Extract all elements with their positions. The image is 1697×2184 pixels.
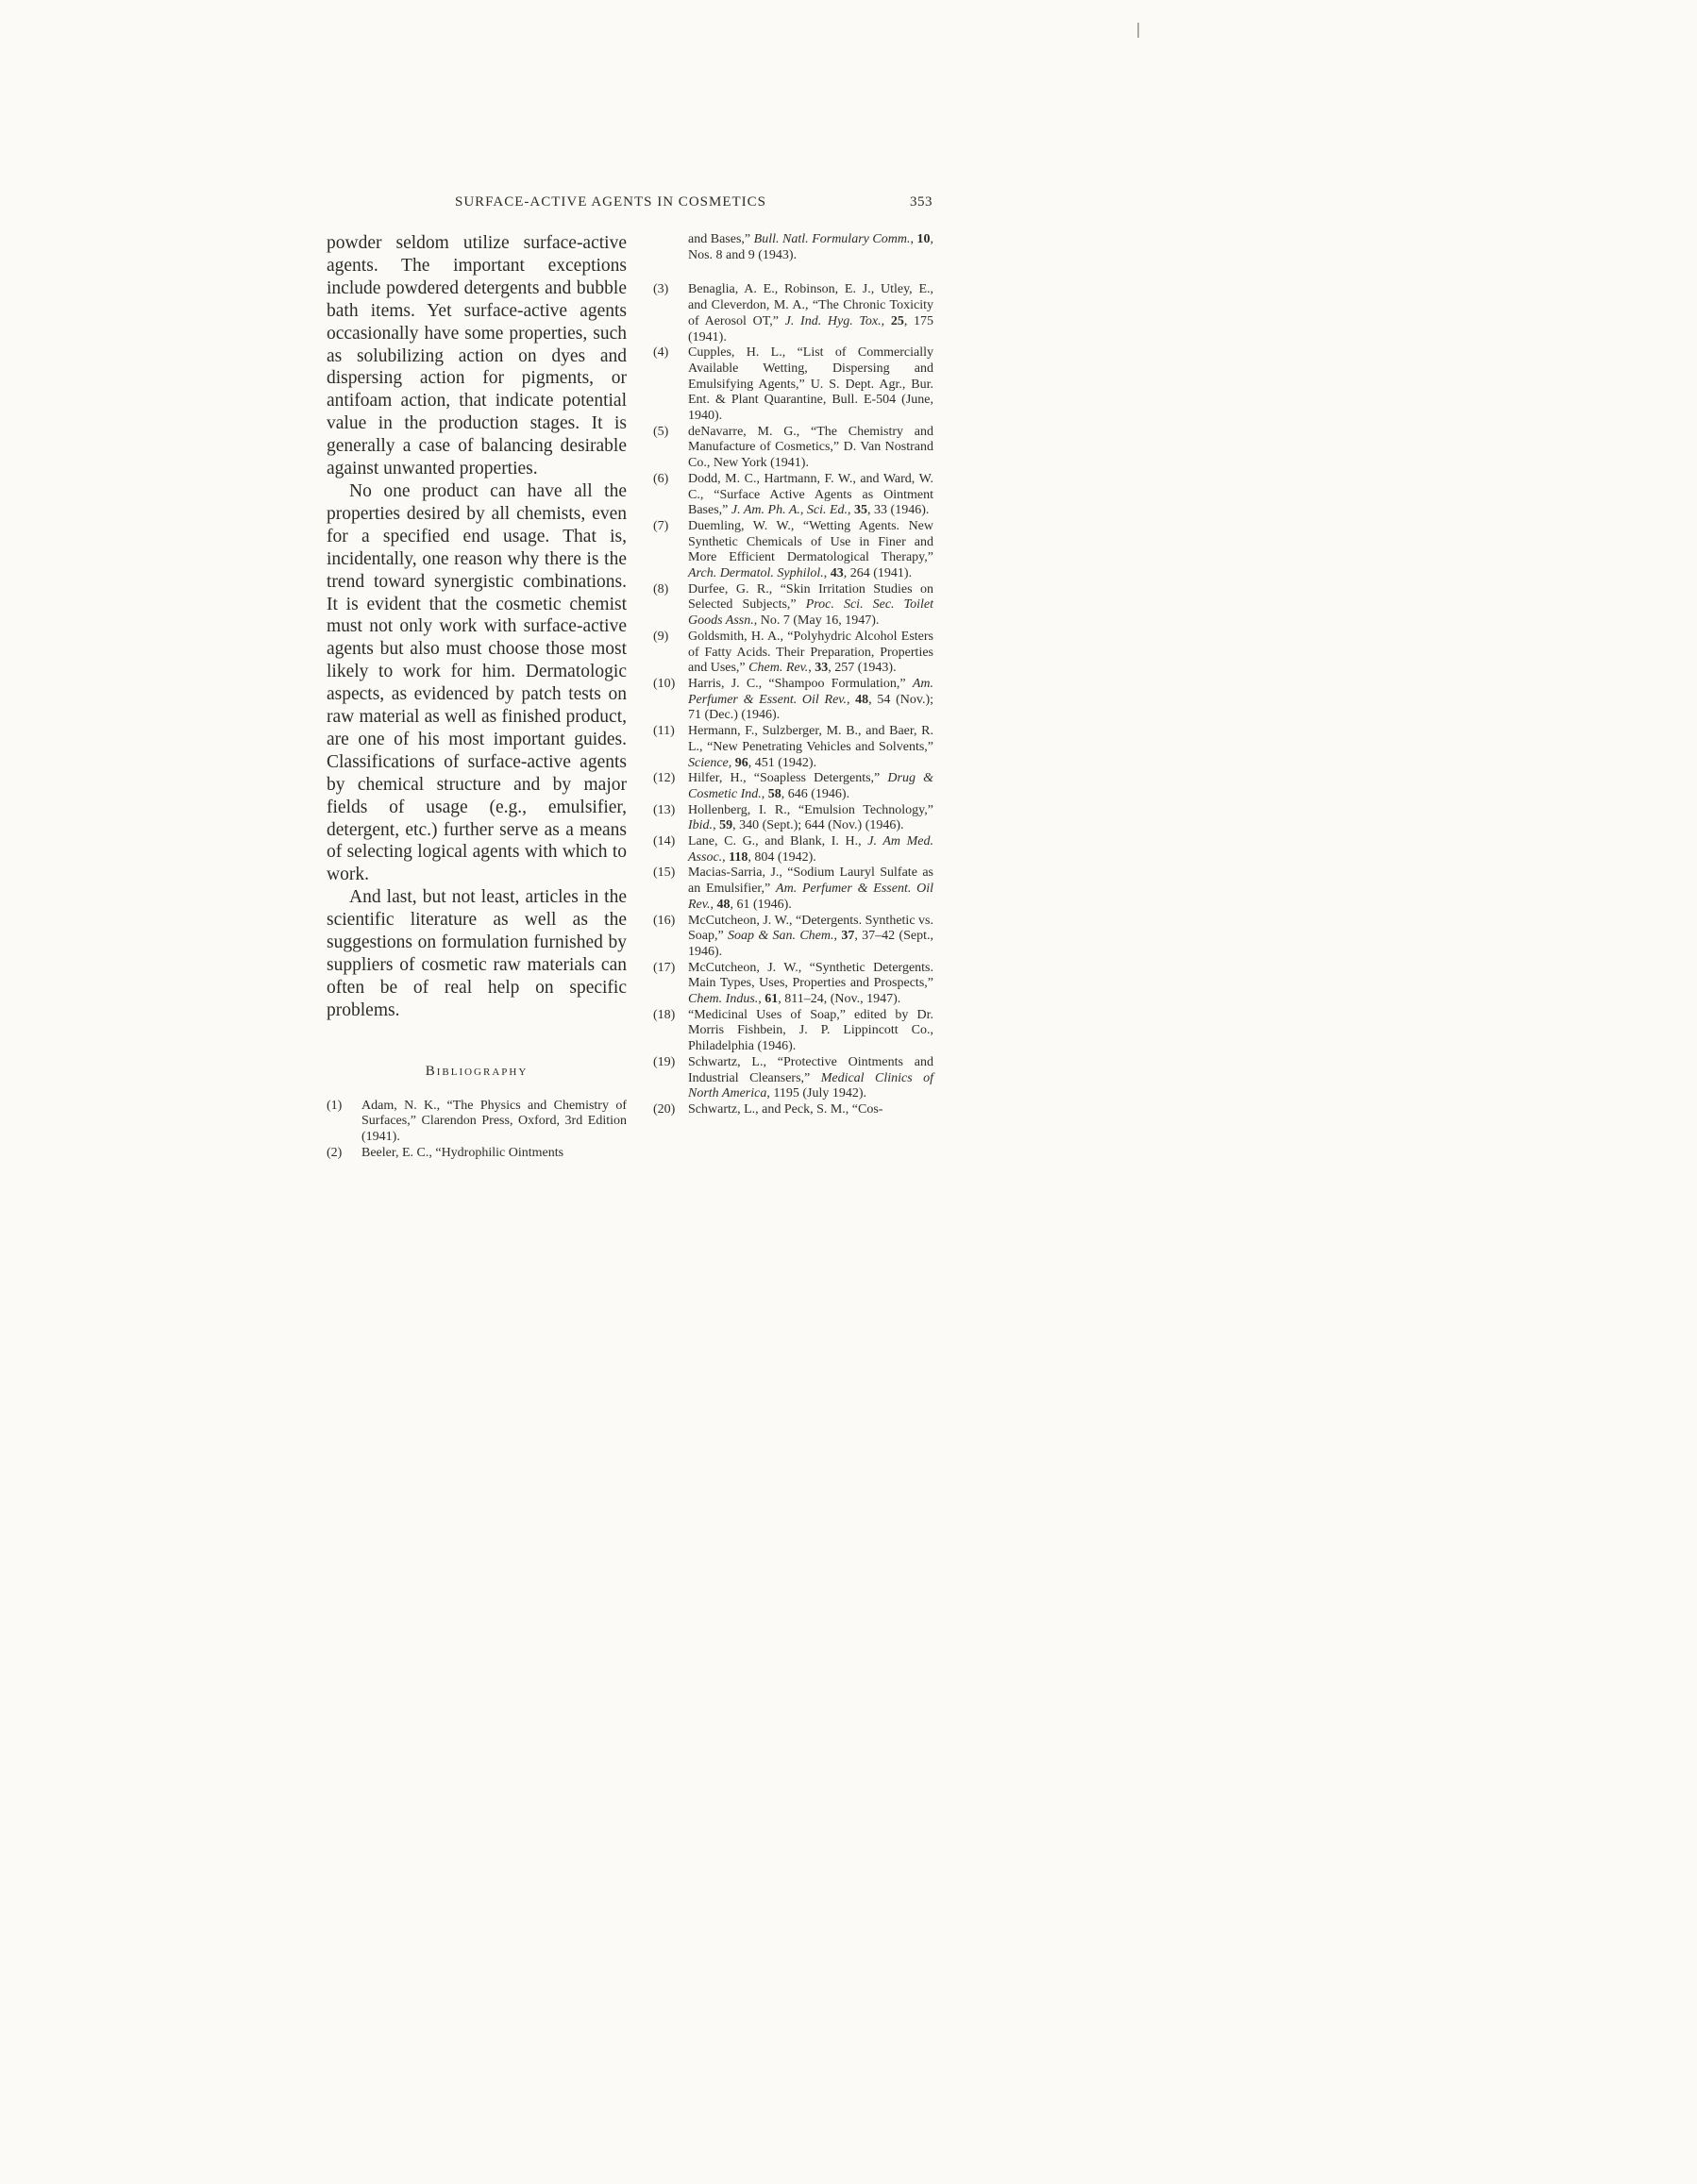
citation-text: , 646 (1946).	[781, 786, 850, 801]
citation-text: , 175 (1941).	[688, 313, 934, 344]
bibliography-list-right	[653, 282, 933, 1117]
entry-number: (11)	[653, 724, 675, 739]
citation-text: , No. 7 (May 16, 1947).	[753, 613, 880, 629]
citation-text: , 451 (1942).	[748, 755, 817, 770]
journal-title: Chem. Rev.	[748, 661, 809, 676]
bibliography-entry	[653, 834, 933, 865]
journal-title: Am. Perfumer & Essent. Oil Rev.	[688, 882, 934, 912]
bibliography-entry	[653, 282, 933, 345]
citation-text: Harris, J. C., “Shampoo Formulation,”	[688, 676, 913, 691]
entry-number: (13)	[653, 802, 676, 817]
entry-number: (9)	[653, 629, 669, 644]
entry-citation	[688, 834, 933, 865]
citation-text: Schwartz, L., “Protective Ointments and Industrial Cleansers,”	[688, 1054, 933, 1085]
citation-text: , 804 (1942).	[748, 849, 816, 865]
citation-text: , 257 (1943).	[828, 661, 897, 676]
citation-text: , 37–42 (Sept., 1946).	[688, 929, 933, 959]
citation-text: , 1195 (July 1942).	[766, 1086, 867, 1101]
citation-text: ,	[823, 566, 831, 581]
entry-citation	[688, 865, 933, 911]
journal-title: Medical Clinics of North America	[688, 1070, 933, 1101]
entry-citation	[688, 630, 933, 675]
entry-citation	[688, 282, 933, 344]
entry-number: (20)	[653, 1101, 676, 1117]
citation-text: Benaglia, A. E., Robinson, E. J., Utley, E., and Cleverdon, M. A., “The Chronic Toxicity of Aerosol OT,”	[688, 282, 933, 328]
entry-number: (6)	[653, 471, 669, 486]
entry-number: (1)	[327, 1098, 343, 1113]
entry-citation	[688, 771, 933, 801]
volume-number: 10	[916, 232, 931, 246]
journal-title: Proc. Sci. Sec. Toilet Goods Assn.	[688, 597, 933, 629]
entry-citation	[688, 345, 933, 423]
entry-citation	[688, 1055, 933, 1100]
citation-text: ,	[881, 313, 891, 328]
journal-title: Chem. Indus.	[688, 992, 759, 1007]
volume-number: 61	[764, 992, 779, 1007]
bibliography-entry	[327, 1146, 627, 1162]
bibliography-entry	[653, 1008, 933, 1055]
citation-text: , Nos. 8 and 9 (1943).	[688, 232, 934, 262]
citation-text: , 61 (1946).	[730, 897, 792, 912]
journal-title: Arch. Dermatol. Syphilol.	[688, 566, 824, 581]
journal-title: J. Am. Ph. A., Sci. Ed.	[731, 503, 848, 518]
citation-text: Dodd, M. C., Hartmann, F. W., and Ward, W. C., “Surface Active Agents as Ointment Bases,”	[688, 471, 933, 518]
citation-text: McCutcheon, J. W., “Synthetic Detergents. Main Types, Uses, Properties and Prospects,”	[688, 960, 933, 991]
entry-number: (12)	[653, 771, 676, 786]
entry-citation	[688, 677, 933, 722]
entry-citation	[688, 961, 933, 1006]
entry-number: (2)	[327, 1145, 343, 1160]
bibliography-entry	[653, 472, 933, 519]
journal-title: J. Am Med. Assoc.	[688, 834, 934, 865]
volume-number: 35	[854, 503, 868, 518]
left-column	[327, 232, 627, 1162]
bibliography-list-left	[327, 1099, 627, 1162]
bibliography-entry	[653, 961, 933, 1008]
journal-title: Bull. Natl. Formulary Comm.	[753, 232, 911, 246]
citation-text: “Medicinal Uses of Soap,” edited by Dr. Morris Fishbein, J. P. Lippincott Co., Philadelphia (1946).	[688, 1007, 933, 1054]
citation-text: ,	[910, 232, 917, 246]
entry-citation	[361, 1099, 627, 1144]
bibliography-entry	[653, 425, 933, 472]
volume-number: 43	[830, 566, 844, 581]
volume-number: 37	[841, 929, 855, 944]
entry-number: (18)	[653, 1007, 676, 1022]
bibliography-entry	[653, 677, 933, 724]
citation-text: , 33 (1946).	[867, 503, 930, 518]
citation-text: Schwartz, L., and Peck, S. M., “Cos-	[688, 1101, 883, 1117]
body-paragraph: No one product can have all the properties desired by all chemists, even for a specified end usage. That is, incidentally, one reason why there is the trend toward synergistic combinations. It is evident that the cosmetic chemist must not only work with surface-active agents but also must choose those most likely to work for him. Dermatologic aspects, as evidenced by patch tests on raw material as well as finished product, are one of his most important guides. Classifications of surface-active agents by chemical structure and by major fields of usage (e.g., emulsifier, detergent, etc.) further serve as a means of selecting logical agents with which to work.	[327, 480, 627, 885]
bibliography-entry	[653, 865, 933, 913]
citation-text: Lane, C. G., and Blank, I. H.,	[688, 834, 868, 849]
volume-number: 59	[719, 818, 733, 833]
bibliography-entry	[653, 771, 933, 802]
entry-citation	[688, 724, 933, 769]
bibliography-entry	[653, 1055, 933, 1102]
citation-text: Cupples, H. L., “List of Commercially Available Wetting, Dispersing and Emulsifying Agents,” U. S. Dept. Agr., Bur. Ent. & Plant Quarantine, Bull. E-504 (June, 1940).	[688, 345, 933, 424]
right-column	[653, 232, 933, 1118]
body-paragraph: powder seldom utilize surface-active agents. The important exceptions include powdered detergents and bubble bath items. Yet surface-active agents occasionally have some properties, such as solubilizing action on dyes and dispersing action for pigments, or antifoam action, that indicate potential value in the production stages. It is generally a case of balancing desirable against unwanted properties.	[327, 233, 627, 479]
entry-citation	[688, 472, 933, 517]
citation-text: ,	[758, 992, 765, 1007]
volume-number: 48	[855, 692, 869, 707]
entry-number: (15)	[653, 865, 676, 881]
body-paragraph: And last, but not least, articles in the scientific literature as well as the suggestions on formulation furnished by suppliers of cosmetic raw materials can often be of real help on specific problems.	[327, 887, 627, 1020]
citation-text: McCutcheon, J. W., “Detergents. Synthetic vs. Soap,”	[688, 913, 933, 944]
citation-text: Hilfer, H., “Soapless Detergents,”	[688, 771, 888, 786]
citation-text: Duemling, W. W., “Wetting Agents. New Synthetic Chemicals of Use in Finer and More Efficient Dermatological Therapy,”	[688, 518, 933, 565]
citation-text: ,	[848, 503, 855, 518]
entry-number: (7)	[653, 518, 669, 533]
bibliography-entry	[653, 519, 933, 582]
citation-text: ,	[833, 929, 842, 944]
entry-number: (8)	[653, 581, 669, 596]
bibliography-entry-continuation	[653, 232, 933, 263]
bibliography-entry	[653, 724, 933, 771]
journal-title: Am. Perfumer & Essent. Oil Rev.	[688, 676, 933, 707]
citation-text: deNavarre, M. G., “The Chemistry and Manufacture of Cosmetics,” D. Van Nostrand Co., New York (1941).	[688, 424, 933, 471]
entry-number: (5)	[653, 424, 669, 439]
citation-text: and Bases,”	[688, 232, 754, 246]
journal-title: Drug & Cosmetic Ind.	[688, 771, 934, 801]
citation-text: , 54 (Nov.); 71 (Dec.) (1946).	[688, 692, 933, 723]
journal-title: Ibid.	[688, 818, 714, 833]
entry-citation	[688, 1102, 882, 1117]
entry-number: (16)	[653, 913, 676, 928]
entry-citation	[688, 519, 933, 580]
volume-number: 118	[729, 849, 748, 865]
volume-number: 48	[716, 897, 731, 912]
volume-number: 25	[890, 313, 904, 328]
entry-citation	[688, 425, 933, 470]
page-number: 353	[910, 194, 933, 210]
entry-number: (3)	[653, 282, 669, 297]
bibliography-entry	[653, 1102, 933, 1118]
journal-title: J. Ind. Hyg. Tox.	[784, 313, 882, 328]
citation-text: ,	[846, 692, 856, 707]
volume-number: 58	[767, 786, 781, 801]
entry-citation	[361, 1146, 563, 1160]
citation-text: , 811–24, (Nov., 1947).	[778, 992, 901, 1007]
citation-text: Goldsmith, H. A., “Polyhydric Alcohol Esters of Fatty Acids. Their Preparation, Properties and Uses,”	[688, 629, 933, 676]
citation-text: Macias-Sarria, J., “Sodium Lauryl Sulfate as an Emulsifier,”	[688, 865, 933, 897]
entry-citation	[688, 582, 933, 628]
citation-text: ,	[713, 818, 720, 833]
citation-text: , 264 (1941).	[843, 566, 913, 581]
bibliography-entry	[653, 630, 933, 677]
bibliography-entry	[653, 803, 933, 834]
bibliography-entry	[653, 914, 933, 961]
volume-number: 33	[815, 661, 829, 676]
citation-text: , 340 (Sept.); 644 (Nov.) (1946).	[732, 818, 904, 833]
entry-number: (4)	[653, 345, 669, 361]
entry-number: (19)	[653, 1054, 676, 1069]
entry-number: (14)	[653, 834, 676, 849]
citation-text: ,	[722, 849, 730, 865]
bibliography-entry	[327, 1099, 627, 1146]
citation-text: Hermann, F., Sulzberger, M. B., and Baer, R. L., “New Penetrating Vehicles and Solvents,”	[688, 724, 933, 754]
volume-number: 96	[734, 755, 748, 770]
citation-text: ,	[808, 661, 815, 676]
citation-text: Adam, N. K., “The Physics and Chemistry of Surfaces,” Clarendon Press, Oxford, 3rd Edition (1941).	[361, 1098, 627, 1145]
citation-text: Hollenberg, I. R., “Emulsion Technology,”	[688, 802, 933, 817]
citation-text: Beeler, E. C., “Hydrophilic Ointments	[361, 1145, 564, 1160]
entry-citation	[688, 914, 933, 959]
bibliography-entry	[653, 582, 933, 630]
journal-title: Science	[688, 755, 729, 770]
entry-number: (10)	[653, 676, 676, 691]
running-header	[327, 194, 933, 215]
entry-number: (17)	[653, 960, 676, 975]
bibliography-entry	[653, 345, 933, 425]
citation-text: ,	[728, 755, 735, 770]
citation-text: ,	[710, 897, 717, 912]
citation-text: Durfee, G. R., “Skin Irritation Studies on Selected Subjects,”	[688, 581, 933, 613]
journal-title: Soap & San. Chem.	[728, 929, 834, 944]
bibliography-heading: Bibliography	[425, 1063, 529, 1079]
entry-citation	[688, 803, 933, 833]
entry-citation	[688, 1008, 933, 1053]
scan-artifact	[1137, 23, 1139, 38]
article-running-title: SURFACE-ACTIVE AGENTS IN COSMETICS	[455, 194, 766, 210]
citation-text: ,	[761, 786, 768, 801]
